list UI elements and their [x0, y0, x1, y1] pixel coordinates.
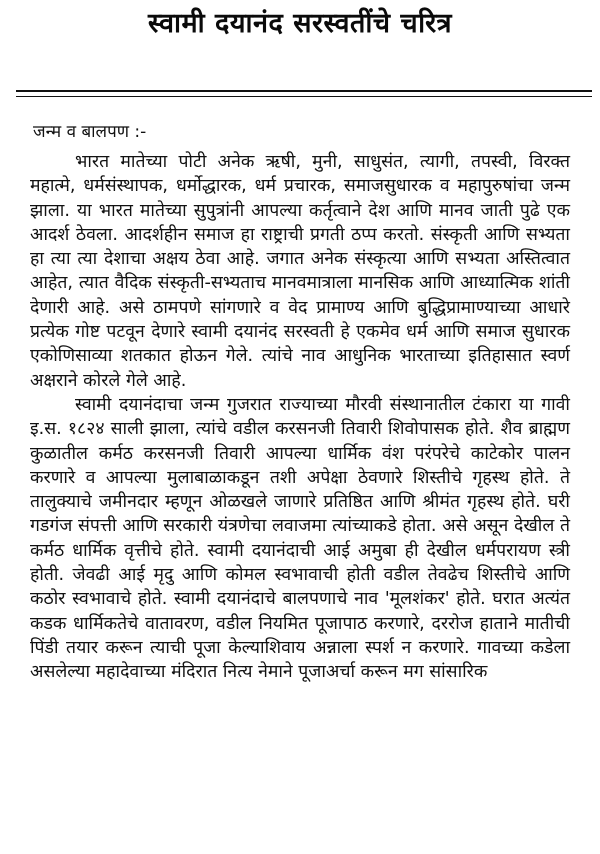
paragraph-2: स्वामी दयानंदाचा जन्म गुजरात राज्याच्या मौरवी संस्थानातील टंकारा या गावी इ.स. १८२४ साली झाला, त्यांचे वडील करसनजी तिवारी शिवोपासक होते. शैव ब्राह्मण कुळातील कर्मठ करसनजी तिवारी आपल्या धार्मिक वंश परंपरेचे काटेकोर पालन करणारे व आपल्या मुलाबाळाकडून तशी अपेक्षा ठेवणारे शिस्तीचे गृहस्थ होते. ते तालुक्याचे जमीनदार म्हणून ओळखले जाणारे प्रतिष्ठित आणि श्रीमंत गृहस्थ होते. घरी गडगंज संपत्ती आणि सरकारी यंत्रणेचा लवाजमा त्यांच्याकडे होता. असे असून देखील ते कर्मठ धार्मिक वृत्तीचे होते. स्वामी दयानंदाची आई अमुबा ही देखील धर्मपरायण स्त्री होती. जेवढी आई मृदु आणि कोमल स्वभावाची होती वडील तेवढेच शिस्तीचे आणि कठोर स्वभावाचे होते. स्वामी दयानंदाचे बालपणाचे नाव 'मूलशंकर' होते. घरात अत्यंत कडक धार्मिकतेचे वातावरण, वडील नियमित पूजापाठ करणारे, दररोज हाताने मातीची पिंडी तयार करून त्याची पूजा केल्याशिवाय अन्नाला स्पर्श न करणारे. गावच्या कडेला असलेल्या महादेवाच्या मंदिरात नित्य नेमाने पूजाअर्चा करून मग सांसारिक [30, 394, 570, 683]
section-heading: जन्म व बालपण :- [33, 122, 147, 142]
page-title: स्वामी दयानंद सरस्वतींचे चरित्र [147, 8, 453, 39]
paragraph-1: भारत मातेच्या पोटी अनेक ऋषी, मुनी, साधुसंत, त्यागी, तपस्वी, विरक्त महात्मे, धर्मसंस्थापक, धर्मोद्धारक, धर्म प्रचारक, समाजसुधारक व महापुरुषांचा जन्म झाला. या भारत मातेच्या सुपुत्रांनी आपल्या कर्तृत्वाने देश आणि मानव जाती पुढे एक आदर्श ठेवला. आदर्शहीन समाज हा राष्ट्राची प्रगती ठप्प करतो. संस्कृती आणि सभ्यता हा त्या त्या देशाचा अक्षय ठेवा आहे. जगात अनेक संस्कृत्या आणि सभ्यता अस्तित्वात आहेत, त्यात वैदिक संस्कृती-सभ्यताच मानवमात्राला मानसिक आणि आध्यात्मिक शांती देणारी आहे. असे ठामपणे सांगणारे व वेद प्रामाण्य आणि बुद्धिप्रामाण्याच्या आधारे प्रत्येक गोष्ट पटवून देणारे स्वामी दयानंद सरस्वती हे एकमेव धर्म आणि समाज सुधारक एकोणिसाव्या शतकात होऊन गेले. त्यांचे नाव आधुनिक भारताच्या इतिहासात स्वर्ण अक्षराने कोरले गेले आहे. [30, 152, 570, 391]
body-text [30, 150, 570, 685]
title-rule-thin [16, 96, 592, 97]
title-rule-thick [16, 90, 592, 92]
